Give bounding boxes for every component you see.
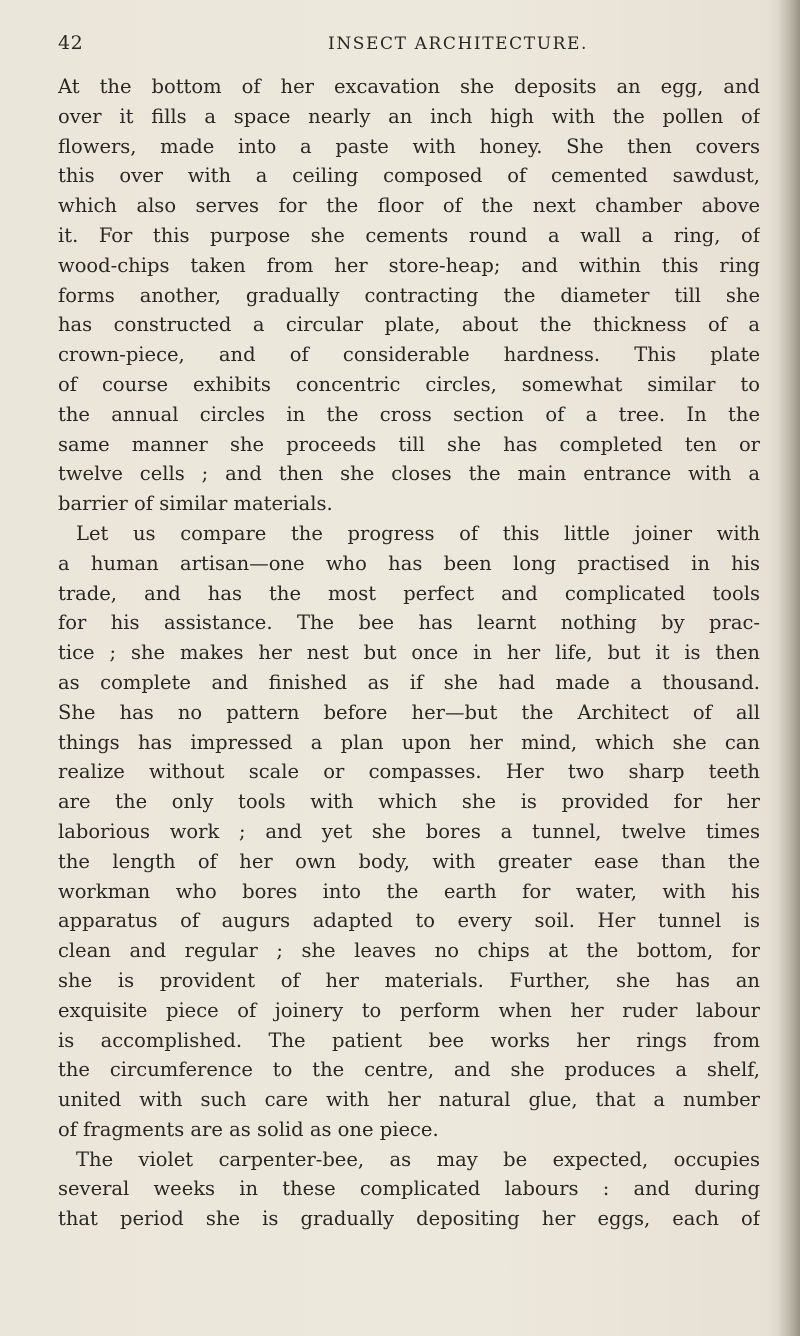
text-line: the circumference to the centre, and she produces a shelf,: [58, 1058, 760, 1082]
text-line: she is provident of her materials. Further, she has an: [58, 968, 760, 992]
text-line: a human artisan—one who has been long practised in his: [58, 551, 760, 575]
text-line: forms another, gradually contracting the diameter till she: [58, 283, 760, 307]
text-line: At the bottom of her excavation she deposits an egg, and: [58, 75, 760, 98]
text-line: crown-piece, and of considerable hardness. This plate: [58, 343, 760, 367]
text-line: it. For this purpose she cements round a wall a ring, of: [58, 223, 760, 247]
text-line: trade, and has the most perfect and complicated tools: [58, 581, 760, 605]
text-line: twelve cells ; and then she closes the main entrance with a: [58, 462, 760, 486]
text-line: She has no pattern before her—but the Architect of all: [58, 700, 760, 724]
text-line: as complete and finished as if she had made a thousand.: [58, 670, 760, 694]
page-edge-shadow: [778, 0, 800, 1336]
text-line: of course exhibits concentric circles, somewhat similar to: [58, 372, 760, 396]
text-line: several weeks in these complicated labours : and during: [58, 1177, 760, 1201]
text-line: tice ; she makes her nest but once in her life, but it is then: [58, 641, 760, 665]
paragraph-end-line: of fragments are as solid as one piece.: [58, 1117, 439, 1141]
text-line: same manner she proceeds till she has completed ten or: [58, 432, 760, 456]
text-line: realize without scale or compasses. Her two sharp teeth: [58, 760, 760, 784]
text-line: over it fills a space nearly an inch high with the pollen of: [58, 104, 760, 128]
text-line: this over with a ceiling composed of cemented sawdust,: [58, 164, 760, 188]
text-line: united with such care with her natural glue, that a number: [58, 1088, 760, 1112]
text-line: laborious work ; and yet she bores a tunnel, twelve times: [58, 819, 760, 843]
text-line: clean and regular ; she leaves no chips at the bottom, for: [58, 939, 760, 963]
paragraph-start-line: The violet carpenter-bee, as may be expected, occupies: [76, 1147, 760, 1171]
text-line: are the only tools with which she is provided for her: [58, 790, 760, 814]
page-number: 42: [58, 32, 84, 54]
paragraph-end-line: barrier of similar materials.: [58, 492, 333, 516]
text-line: has constructed a circular plate, about the thickness of a: [58, 313, 760, 337]
text-line: things has impressed a plan upon her mind, which she can: [58, 730, 760, 754]
running-head: INSECT ARCHITECTURE.: [328, 34, 589, 54]
text-line: the annual circles in the cross section of a tree. In the: [58, 402, 760, 426]
text-line: which also serves for the floor of the next chamber above: [58, 194, 760, 218]
text-line: apparatus of augurs adapted to every soil. Her tunnel is: [58, 909, 760, 933]
paragraph-start-line: Let us compare the progress of this little joiner with: [76, 521, 760, 545]
text-line: flowers, made into a paste with honey. She then covers: [58, 134, 760, 158]
text-line: for his assistance. The bee has learnt nothing by prac-: [58, 611, 760, 635]
text-line: wood-chips taken from her store-heap; and within this ring: [58, 253, 760, 277]
text-line: workman who bores into the earth for water, with his: [58, 879, 760, 903]
body-text: [58, 72, 760, 1234]
page-header: [58, 32, 760, 62]
text-line: exquisite piece of joinery to perform when her ruder labour: [58, 998, 760, 1022]
text-line: is accomplished. The patient bee works her rings from: [58, 1028, 760, 1052]
text-line: the length of her own body, with greater ease than the: [58, 849, 760, 873]
text-line: that period she is gradually depositing her eggs, each of: [58, 1207, 760, 1231]
